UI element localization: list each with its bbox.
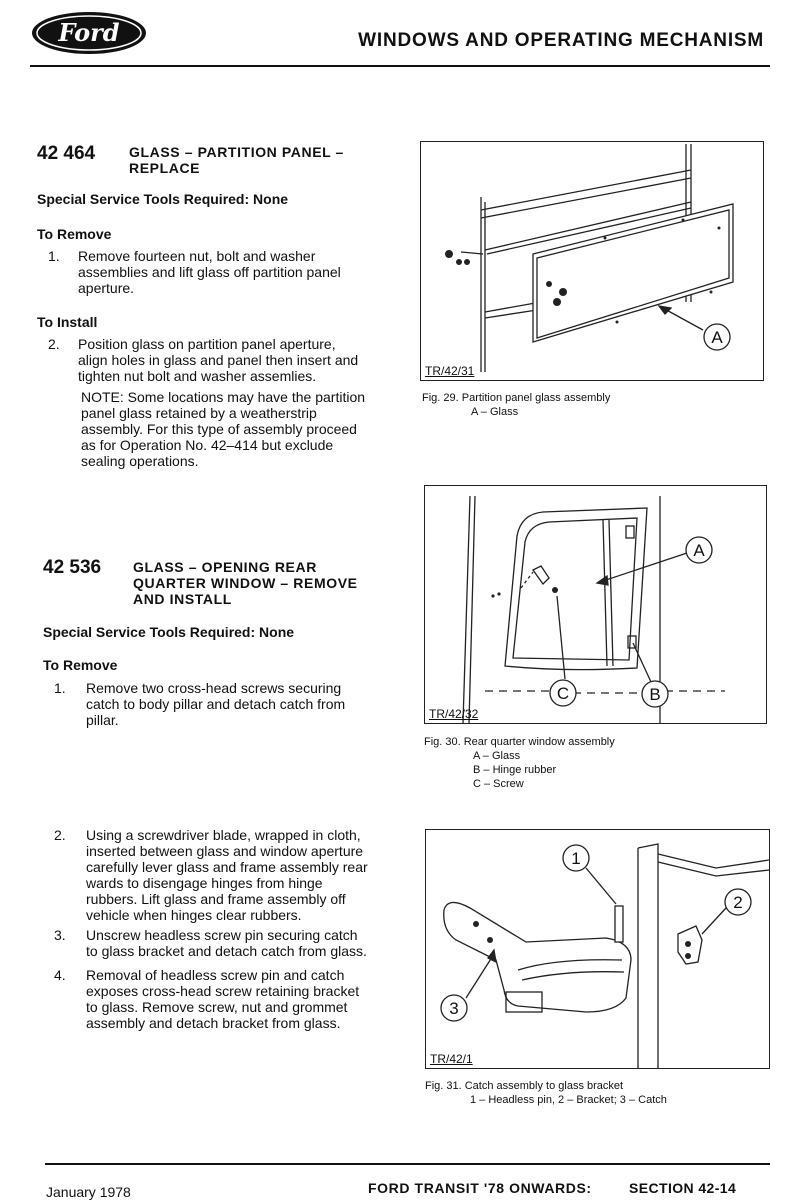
to-remove-heading-42536: To Remove (43, 657, 118, 673)
step-line: Remove fourteen nut, bolt and washer (78, 248, 316, 264)
step-line: to glass bracket and detach catch from glass. (86, 943, 367, 959)
special-tools-42464: Special Service Tools Required: None (37, 191, 289, 207)
step-number: 1. (54, 680, 66, 696)
ford-logo-wordmark: Ford (58, 18, 120, 47)
caption-title: Fig. 31. Catch assembly to glass bracket (425, 1080, 624, 1092)
page-header-title: WINDOWS AND OPERATING MECHANISM (358, 30, 764, 51)
step-line: assemblies and lift glass off partition panel (78, 264, 341, 280)
op-title-42536 (133, 559, 358, 607)
step-line: align holes in glass and panel then insert and (78, 352, 359, 368)
to-install-heading-42464: To Install (37, 314, 98, 330)
callout-b: B (649, 685, 661, 704)
op-number-42464: 42 464 (37, 143, 96, 164)
step-number: 2. (48, 336, 60, 352)
note-line: NOTE: Some locations may have the partition (81, 389, 366, 405)
figure-ref-tr-42-31: TR/42/31 (425, 364, 475, 378)
figure-29-caption (422, 391, 610, 419)
caption-title: Fig. 29. Partition panel glass assembly (422, 392, 611, 404)
step-line: Using a screwdriver blade, wrapped in cloth, (86, 827, 361, 843)
op-title-line: GLASS – OPENING REAR (133, 559, 317, 575)
op-title-line: QUARTER WINDOW – REMOVE (133, 575, 358, 591)
footer-divider (45, 1163, 770, 1165)
op-title-line: REPLACE (129, 160, 201, 176)
step-2-42464 (48, 336, 384, 386)
note-line: as for Operation No. 42–414 but exclude (81, 437, 334, 453)
step-line: pillar. (86, 712, 119, 728)
caption-legend: A – Glass (471, 406, 519, 418)
step-line: vehicle when hinges clear rubbers. (86, 907, 302, 923)
step-line: exposes cross-head screw retaining bracket (86, 983, 360, 999)
footer-date: January 1978 (46, 1184, 131, 1200)
partition-panel-glass-drawing (421, 142, 763, 380)
step-number: 4. (54, 967, 66, 983)
op-number-42536: 42 536 (43, 557, 102, 578)
figure-30-illustration (424, 485, 767, 724)
step-number: 2. (54, 827, 66, 843)
header-divider (30, 65, 770, 67)
step-line: to glass. Remove screw, nut and grommet (86, 999, 348, 1015)
figure-ref-tr-42-1: TR/42/1 (430, 1052, 473, 1066)
figure-29-illustration (420, 141, 764, 381)
step-1-42464 (48, 248, 384, 298)
step-line: Position glass on partition panel aperture, (78, 336, 336, 352)
step-1-42536 (54, 680, 389, 730)
step-2-42536 (54, 827, 389, 925)
caption-legend: 1 – Headless pin, 2 – Bracket; 3 – Catch (470, 1094, 667, 1106)
step-line: Remove two cross-head screws securing (86, 680, 342, 696)
figure-ref-tr-42-32: TR/42/32 (429, 707, 479, 721)
step-line: rubbers. Lift glass and frame assembly off (86, 891, 346, 907)
step-line: wards to disengage hinges from hinge (86, 875, 323, 891)
step-line: aperture. (78, 280, 135, 296)
callout-2: 2 (733, 893, 743, 912)
catch-assembly-drawing (426, 830, 769, 1068)
note-line: panel glass retained by a weatherstrip (81, 405, 317, 421)
step-3-42536 (54, 927, 389, 961)
special-tools-42536: Special Service Tools Required: None (43, 624, 295, 640)
step-line: catch to body pillar and detach catch from (86, 696, 346, 712)
step-line: assembly and detach bracket from glass. (86, 1015, 341, 1031)
op-title-line: GLASS – PARTITION PANEL – (129, 144, 344, 160)
note-line: assembly. For this type of assembly proceed (81, 421, 357, 437)
step-number: 1. (48, 248, 60, 264)
figure-30-caption (424, 735, 615, 791)
figure-31-illustration (425, 829, 770, 1069)
figure-31-caption (425, 1079, 667, 1107)
note-42464 (81, 389, 384, 469)
ford-logo (30, 10, 148, 56)
rear-quarter-window-drawing (425, 486, 766, 723)
step-line: Unscrew headless screw pin securing catch (86, 927, 358, 943)
callout-a: A (693, 541, 705, 560)
callout-c: C (556, 684, 570, 703)
caption-legend: C – Screw (473, 778, 524, 790)
footer-section-number: SECTION 42-14 (629, 1180, 737, 1196)
step-line: Removal of headless screw pin and catch (86, 967, 345, 983)
caption-legend: A – Glass (473, 750, 521, 762)
callout-3: 3 (449, 999, 459, 1018)
op-title-42464 (129, 144, 344, 176)
caption-legend: B – Hinge rubber (473, 764, 557, 776)
step-number: 3. (54, 927, 66, 943)
step-line: tighten nut bolt and washer assemlies. (78, 368, 317, 384)
callout-a: A (711, 328, 723, 347)
footer-publication-title: FORD TRANSIT '78 ONWARDS: (368, 1180, 592, 1196)
callout-1: 1 (571, 849, 581, 868)
op-title-line: AND INSTALL (133, 591, 232, 607)
step-line: inserted between glass and window aperture (86, 843, 364, 859)
note-line: sealing operations. (81, 453, 199, 469)
caption-title: Fig. 30. Rear quarter window assembly (424, 736, 615, 748)
to-remove-heading-42464: To Remove (37, 226, 112, 242)
step-line: carefully lever glass and frame assembly rear (86, 859, 368, 875)
step-4-42536 (54, 967, 389, 1033)
